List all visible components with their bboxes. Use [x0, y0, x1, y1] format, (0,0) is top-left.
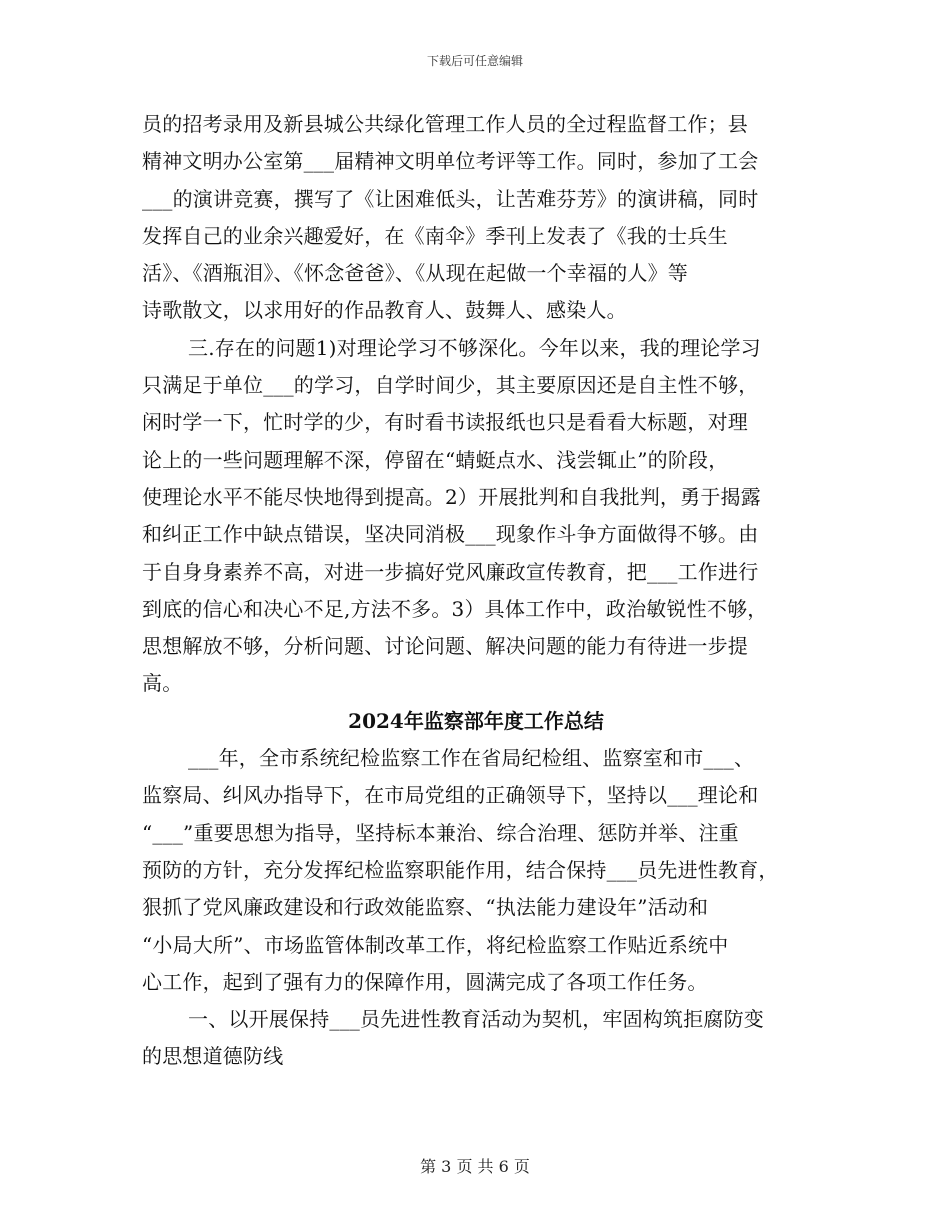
- section-title: 2024年监察部年度工作总结: [348, 708, 604, 733]
- paragraph-line: 狠抓了党风廉政建设和行政效能监察、“执法能力建设年”活动和: [142, 895, 709, 920]
- paragraph-line: 预防的方针，充分发挥纪检监察职能作用，结合保持___员先进性教育，: [142, 857, 779, 882]
- paragraph-line: “小局大所”、市场监管体制改革工作，将纪检监察工作贴近系统中: [142, 932, 729, 957]
- page-number: 第 3 页 共 6 页: [420, 1157, 530, 1176]
- paragraph-line: 心工作，起到了强有力的保障作用，圆满完成了各项工作任务。: [142, 969, 708, 994]
- paragraph-line: 论上的一些问题理解不深，停留在“蜻蜓点水、浅尝辄止”的阶段，: [142, 447, 729, 472]
- paragraph-line: 发挥自己的业余兴趣爱好，在《南伞》季刊上发表了《我的士兵生: [142, 223, 728, 248]
- paragraph-line: 一、以开展保持___员先进性教育活动为契机，牢固构筑拒腐防变: [188, 1007, 764, 1032]
- paragraph-line: 监察局、纠风办指导下，在市局党组的正确领导下，坚持以___理论和: [142, 783, 759, 808]
- paragraph-line: 三.存在的问题1)对理论学习不够深化。今年以来，我的理论学习: [188, 335, 761, 360]
- paragraph-line: 的思想道德防线: [142, 1044, 284, 1069]
- paragraph-line: 精神文明办公室第___届精神文明单位考评等工作。同时，参加了工会: [142, 149, 759, 174]
- paragraph-line: “___”重要思想为指导，坚持标本兼治、综合治理、惩防并举、注重: [142, 820, 739, 845]
- paragraph-line: 高。: [142, 671, 183, 696]
- paragraph-line: 和纠正工作中缺点错误，坚决同消极___现象作斗争方面做得不够。由: [142, 522, 759, 547]
- paragraph-line: 思想解放不够，分析问题、讨论问题、解决问题的能力有待进一步提: [142, 634, 748, 659]
- paragraph-line: ___年，全市系统纪检监察工作在省局纪检组、监察室和市___、: [188, 746, 755, 771]
- paragraph-line: ___的演讲竞赛，撰写了《让困难低头，让苦难芬芳》的演讲稿，同时: [142, 186, 759, 211]
- page-header: 下载后可任意编辑: [426, 54, 523, 68]
- document-body: [142, 106, 810, 1076]
- paragraph-line: 使理论水平不能尽快地得到提高。2）开展批判和自我批判，勇于揭露: [142, 484, 761, 509]
- paragraph-line: 员的招考录用及新县城公共绿化管理工作人员的全过程监督工作；县: [142, 112, 748, 136]
- paragraph-line: 诗歌散文，以求用好的作品教育人、鼓舞人、感染人。: [142, 298, 627, 323]
- paragraph-line: 到底的信心和决心不足,方法不多。3）具体工作中，政治敏锐性不够，: [142, 596, 768, 621]
- paragraph-line: 闲时学一下，忙时学的少，有时看书读报纸也只是看看大标题，对理: [142, 410, 748, 435]
- paragraph-line: 活》、《酒瓶泪》、《怀念爸爸》、《从现在起做一个幸福的人》等: [142, 261, 688, 286]
- paragraph-line: 于自身身素养不高，对进一步搞好党风廉政宣传教育，把___工作进行: [142, 559, 759, 584]
- paragraph-line: 只满足于单位___的学习，自学时间少，其主要原因还是自主性不够，: [142, 373, 759, 398]
